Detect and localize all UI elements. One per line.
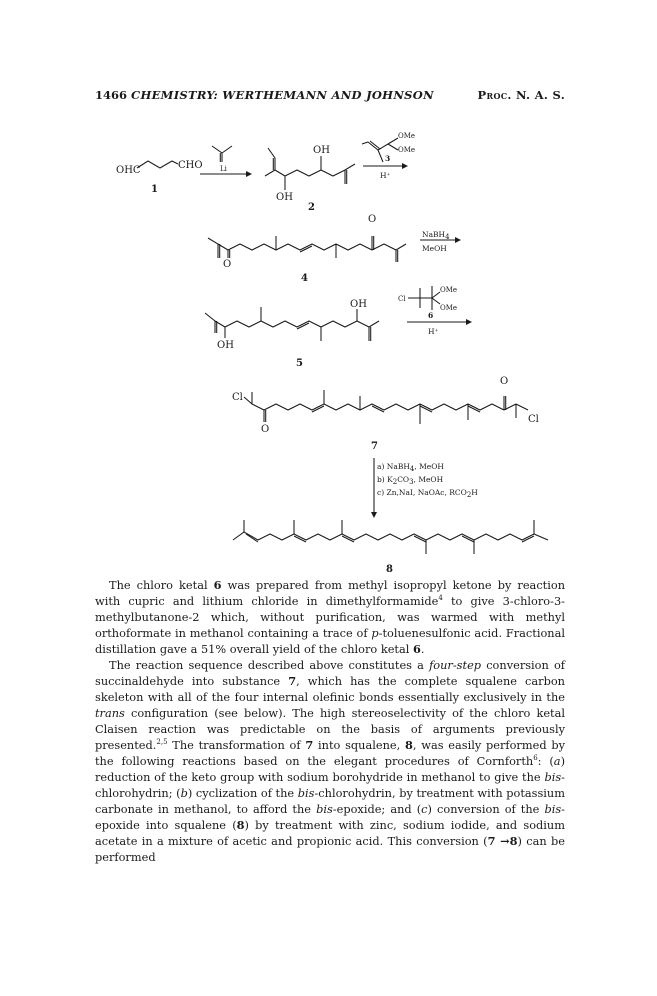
compound-number-5: 5 xyxy=(296,358,303,369)
oh-label-lower: OH xyxy=(276,192,293,203)
ome-label-lower: OMe xyxy=(398,146,416,154)
paragraph-2: The reaction sequence described above constitutes a four-step conversion of succinaldehyde into substance 7, which has the complete squalene carbon skeleton with all of the four internal olefinic bonds essentially exclusively in the trans configuration (see below). The high stereoselectivity of the chloro ketal Claisen reaction was predictable on the basis of arguments previously presented.$^{2,5}$ The transformation of 7 into squalene, 8, was easily performed by the following reactions based on the elegant procedures of Cornforth$^6$: (a) reduction of the keto group with sodium borohydride in methanol to give the bis-chlorohydrin; (b) cyclization of the bis-chlorohydrin, by treatment with potassium carbonate in methanol, to afford the bis-epoxide; and (c) conversion of the bis-epoxide into squalene (8) by treatment with zinc, sodium iodide, and sodium acetate in a mixture of acetic and propionic acid. This conversion (7 →8) can be performed xyxy=(95,658,566,864)
reagent-step-b: b) K2CO3, MeOH xyxy=(377,475,444,486)
journal-abbreviation: Proc. N. A. S. xyxy=(477,88,565,102)
h-plus-label-2: H⁺ xyxy=(428,327,439,336)
o-label-7-left: O xyxy=(261,424,270,435)
compound-8-squalene xyxy=(233,520,548,575)
paragraph-1: The chloro ketal 6 was prepared from methyl isopropyl ketone by reaction with cupric and lithium chloride in dimethylformamide$^4$ to give 3-chloro-3-methylbutanone-2 which, without purification, was warmed with methyl orthoformate in methanol containing a trace of p-toluenesulfonic acid. Fractional distillation gave a 51% overall yield of the chloro ketal 6. xyxy=(95,578,566,656)
compound-number-4: 4 xyxy=(301,273,308,284)
reagent-meoh-1: MeOH xyxy=(422,244,447,253)
isopropenyllithium-reagent xyxy=(212,146,232,173)
reagent-6-number: 6 xyxy=(428,311,434,320)
cho-label: CHO xyxy=(178,160,203,171)
arrow-head-1 xyxy=(246,171,252,177)
li-label: Li xyxy=(220,165,227,173)
ome-label-6-lower: OMe xyxy=(440,304,458,312)
article-body xyxy=(95,577,565,865)
o-label-left: O xyxy=(223,259,232,270)
compound-number-2: 2 xyxy=(308,202,315,213)
arrow-head-2 xyxy=(402,163,408,169)
compound-4-diketone xyxy=(208,214,406,284)
h-plus-label-1: H⁺ xyxy=(380,171,391,180)
ohc-label: OHC xyxy=(116,165,141,176)
oh-label-5-lower: OH xyxy=(217,340,234,351)
cl-label-7-right: Cl xyxy=(528,414,539,425)
compound-number-8: 8 xyxy=(386,564,393,575)
compound-1-succinaldehyde xyxy=(116,160,203,195)
cl-label-7-left: Cl xyxy=(232,392,243,403)
o-label-right: O xyxy=(368,214,377,225)
reagent-step-c: c) Zn,NaI, NaOAc, RCO2H xyxy=(377,488,478,499)
oh-label-5-upper: OH xyxy=(350,299,367,310)
compound-5-diol xyxy=(205,299,379,369)
compound-7-bis-chloroketone xyxy=(232,376,539,452)
arrow-head-5 xyxy=(371,512,377,518)
oh-label-upper: OH xyxy=(313,145,330,156)
arrow-head-4 xyxy=(466,319,472,325)
compound-6-chloroketal xyxy=(398,286,457,312)
reagent-3-number: 3 xyxy=(385,154,391,163)
arrow-head-3 xyxy=(455,237,461,243)
o-label-7-right: O xyxy=(500,376,509,387)
reagent-nabh4: NaBH4 xyxy=(422,230,450,241)
ome-label-upper: OMe xyxy=(398,132,416,140)
compound-number-7: 7 xyxy=(371,441,378,452)
reagent-step-a: a) NaBH4, MeOH xyxy=(377,462,444,473)
cl-label-6: Cl xyxy=(398,295,406,303)
compound-number-1: 1 xyxy=(151,184,158,195)
page-number: 1466 xyxy=(95,88,128,102)
running-title: CHEMISTRY: WERTHEMANN AND JOHNSON xyxy=(131,88,434,102)
compound-2-diol xyxy=(265,145,355,213)
ome-label-6-upper: OMe xyxy=(440,286,458,294)
